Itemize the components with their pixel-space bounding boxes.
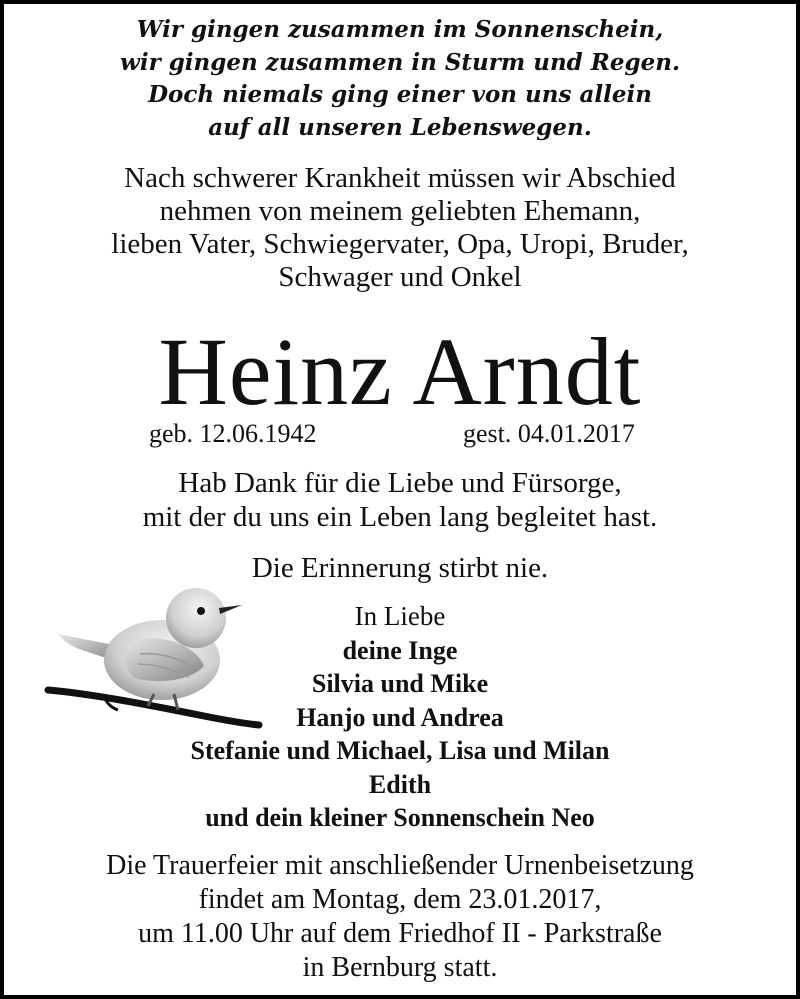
intro-line: lieben Vater, Schwiegervater, Opa, Uropi, Bruder, bbox=[111, 228, 689, 260]
thanks-line: mit der du uns ein Leben lang begleitet hast. bbox=[142, 501, 658, 533]
poem-line: auf all unseren Lebenswegen. bbox=[208, 113, 592, 141]
funeral-line: in Bernburg statt. bbox=[302, 952, 498, 983]
intro-text bbox=[4, 162, 796, 294]
life-dates bbox=[4, 418, 796, 450]
funeral-line: findet am Montag, dem 23.01.2017, bbox=[198, 884, 602, 915]
intro-line: Schwager und Onkel bbox=[278, 261, 522, 293]
poem-line: wir gingen zusammen in Sturm und Regen. bbox=[120, 48, 680, 76]
poem-line: Doch niemals ging einer von uns allein bbox=[148, 81, 652, 108]
signer: Hanjo und Andrea bbox=[296, 702, 504, 732]
signer: Silvia und Mike bbox=[311, 669, 489, 699]
memory-text: Die Erinnerung stirbt nie. bbox=[251, 552, 549, 584]
intro-line: Nach schwerer Krankheit müssen wir Abschied bbox=[124, 162, 676, 194]
thanks-text bbox=[4, 466, 796, 534]
signer: Edith bbox=[368, 769, 432, 799]
signer: deine Inge bbox=[342, 636, 458, 665]
death-date: gest. 04.01.2017 bbox=[463, 419, 635, 448]
signer: und dein kleiner Sonnenschein Neo bbox=[205, 803, 595, 833]
poem-line: Wir gingen zusammen im Sonnenschein, bbox=[136, 16, 664, 43]
robin-bird-on-branch-icon bbox=[44, 582, 269, 742]
poem bbox=[4, 14, 796, 144]
signature-intro: In Liebe bbox=[354, 601, 446, 631]
funeral-line: um 11.00 Uhr auf dem Friedhof II - Parkstraße bbox=[138, 918, 662, 949]
signer: Stefanie und Michael, Lisa und Milan bbox=[190, 736, 610, 766]
thanks-line: Hab Dank für die Liebe und Fürsorge, bbox=[178, 467, 622, 499]
funeral-info bbox=[4, 849, 796, 985]
intro-line: nehmen von meinem geliebten Ehemann, bbox=[159, 195, 641, 227]
birth-date: geb. 12.06.1942 bbox=[149, 419, 317, 448]
deceased-name: Heinz Arndt bbox=[158, 318, 642, 425]
funeral-line: Die Trauerfeier mit anschließender Urnenbeisetzung bbox=[106, 850, 694, 881]
